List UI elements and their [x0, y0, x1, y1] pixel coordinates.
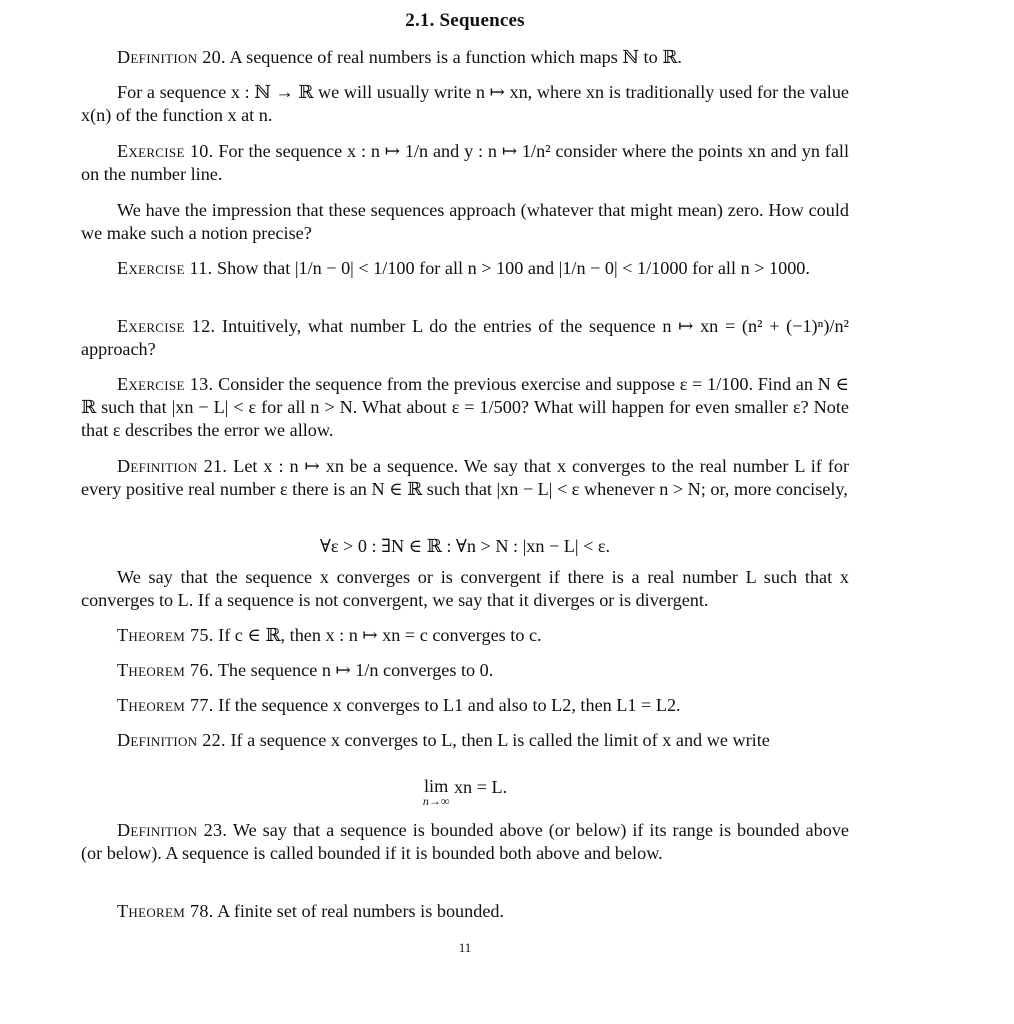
theorem-78	[81, 900, 849, 923]
exercise-11-text: Show that |1/n − 0| < 1/100 for all n > 100 and |1/n − 0| < 1/1000 for all n > 1000.	[217, 258, 810, 278]
exercise-11	[81, 257, 849, 280]
theorem-77-label: Theorem 77.	[117, 695, 214, 715]
exercise-12-text: Intuitively, what number L do the entries of the sequence n ↦ xn = (n² + (−1)ⁿ)/n² approach?	[81, 316, 849, 359]
definition-20	[81, 46, 849, 69]
definition-20-label: Definition 20.	[117, 47, 226, 67]
impression-paragraph: We have the impression that these sequences approach (whatever that might mean) zero. How could we make such a notion precise?	[81, 200, 849, 243]
definition-21-label: Definition 21.	[117, 456, 228, 476]
theorem-75-label: Theorem 75.	[117, 625, 214, 645]
page-number: 11	[458, 940, 472, 955]
exercise-10-text: For the sequence x : n ↦ 1/n and y : n ↦ 1/n² consider where the points xn and yn fall on the number line.	[81, 141, 850, 184]
theorem-75	[81, 624, 849, 647]
exercise-12-label: Exercise 12.	[117, 316, 216, 336]
definition-23	[81, 819, 849, 865]
convergent-paragraph: We say that the sequence x converges or is convergent if there is a real number L such that x converges to L. If a sequence is not convergent, we say that it diverges or is divergent.	[81, 567, 849, 610]
theorem-76	[81, 659, 849, 682]
limit-formula	[81, 777, 849, 807]
exercise-13-text: Consider the sequence from the previous exercise and suppose ε = 1/100. Find an N ∈ ℝ such that |xn − L| < ε for all n > N. What about ε = 1/500? What will happen for even smaller ε? Note that ε describes the error we allow.	[81, 374, 850, 440]
definition-23-label: Definition 23.	[117, 820, 228, 840]
definition-21-text: Let x : n ↦ xn be a sequence. We say that x converges to the real number L if for every positive real number ε there is an N ∈ ℝ such that |xn − L| < ε whenever n > N; or, more concisely,	[81, 456, 849, 499]
definition-22-text: If a sequence x converges to L, then L is called the limit of x and we write	[230, 730, 770, 750]
definition-21	[81, 455, 849, 501]
exercise-10	[81, 140, 849, 186]
exercise-11-label: Exercise 11.	[117, 258, 213, 278]
definition-23-text: We say that a sequence is bounded above (or below) if its range is bounded above (or below). A sequence is called bounded if it is bounded both above and below.	[81, 820, 849, 863]
section-title: 2.1. Sequences	[405, 10, 525, 31]
theorem-77	[81, 694, 849, 717]
theorem-76-text: The sequence n ↦ 1/n converges to 0.	[217, 660, 494, 680]
limit-rest: xn = L.	[453, 777, 508, 797]
notation-paragraph: For a sequence x : ℕ → ℝ we will usually write n ↦ xn, where xn is traditionally used for the value x(n) of the function x at n.	[81, 82, 849, 125]
exercise-12	[81, 315, 849, 361]
theorem-77-text: If the sequence x converges to L1 and also to L2, then L1 = L2.	[218, 695, 681, 715]
exercise-13	[81, 373, 849, 442]
theorem-75-text: If c ∈ ℝ, then x : n ↦ xn = c converges to c.	[218, 625, 542, 645]
theorem-78-label: Theorem 78.	[117, 901, 214, 921]
definition-20-text: A sequence of real numbers is a function which maps ℕ to ℝ.	[229, 47, 682, 67]
limit-subscript: n→∞	[422, 794, 450, 808]
theorem-78-text: A finite set of real numbers is bounded.	[217, 901, 505, 921]
exercise-10-label: Exercise 10.	[117, 141, 214, 161]
limit-word: lim	[423, 776, 449, 796]
exercise-13-label: Exercise 13.	[117, 374, 214, 394]
definition-22-label: Definition 22.	[117, 730, 226, 750]
limit-operator	[423, 777, 450, 807]
theorem-76-label: Theorem 76.	[117, 660, 214, 680]
convergence-formula: ∀ε > 0 : ∃N ∈ ℝ : ∀n > N : |xn − L| < ε.	[319, 536, 611, 556]
definition-22	[81, 729, 849, 752]
